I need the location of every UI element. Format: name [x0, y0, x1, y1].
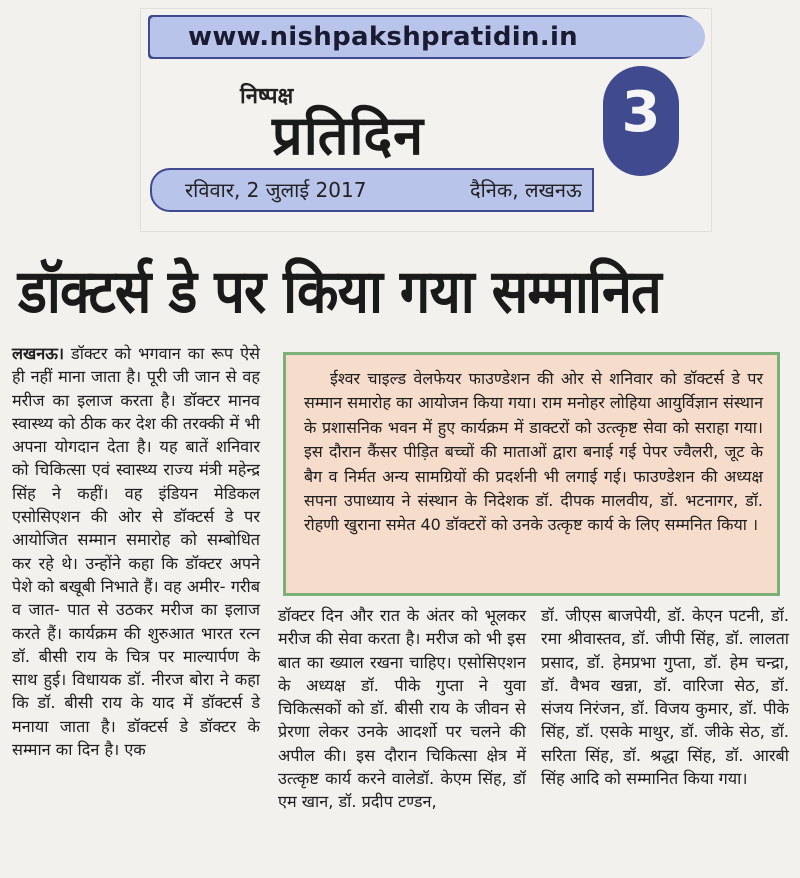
article-headline: डॉक्टर्स डे पर किया गया सम्मानित	[18, 257, 661, 327]
page-number: 3	[621, 80, 661, 145]
article-column-1	[12, 342, 260, 761]
masthead-url: www.nishpakshpratidin.in	[188, 22, 578, 52]
masthead-name-big: प्रतिदिन	[272, 104, 425, 167]
masthead-date: रविवार, 2 जुलाई 2017	[185, 178, 367, 202]
article-column-1-text: डॉक्टर को भगवान का रूप ऐसे ही नहीं माना जाता है। पूरी जी जान से वह मरीज का इलाज करता है। डॉक्टर मानव स्वास्थ्य को ठीक कर देश की तरक्की में भी अपना योगदान देता है। यह बातें शनिवार को चिकित्सा एवं स्वास्थ्य राज्य मंत्री महेन्द्र सिंह ने कहीं। वह इंडियन मेडिकल एसोसिएशन की ओर से डॉक्टर्स डे पर आयोजित सम्मान समारोह को सम्बोधित कर रहे थे। उन्होंने कहा कि डॉक्टर अपने पेशे को बखूबी निभाते हैं। वह अमीर- गरीब व जात- पात से उठकर मरीज का इलाज करते हैं। कार्यक्रम की शुरुआत भारत रत्न डॉ. बीसी राय के चित्र पर माल्यार्पण के साथ हुई। विधायक डॉ. नीरज बोरा ने कहा कि डॉ. बीसी राय के याद में डॉक्टर्स डे मनाया जाता है। डॉक्टर्स डे डॉक्टर के सम्मान का दिन है। एक	[12, 344, 260, 760]
highlight-box-text: ईश्वर चाइल्ड वेलफेयर फाउण्डेशन की ओर से शनिवार को डॉक्टर्स डे पर सम्मान समारोह का आयोजन किया गया। राम मनोहर लोहिया आयुर्विज्ञान संस्थान के प्रशासनिक भवन में हुए कार्यक्रम में डाक्टरों को उत्‍त्कृष्ट सेवा को सराहा गया। इस दौरान कैंसर पीड़ित बच्चों की माताओं द्वारा बनाई गई पेपर ज्वैलरी, जूट के बैग व निर्मत अन्य सामग्रियों की प्रदर्शनी भी लगाई गई। फाउण्डेशन की अध्यक्ष सपना उपाध्याय ने संस्थान के निदेशक डॉ. दीपक मालवीय, डॉ. भटनागर, डॉ. रोहणी खुराना समेत 40 डॉक्टरों को उनके उत्कृष्ट कार्य के लिए सम्मनित किया ।	[304, 369, 763, 535]
article-column-3: डॉ. जीएस बाजपेयी, डॉ. केएन पटनी, डॉ. रमा श्रीवास्तव, डॉ. जीपी सिंह, डॉ. लालता प्रसाद, डॉ. हेमप्रभा गुप्ता, डॉ. हेम चन्द्रा, डॉ. वैभव खन्ना, डॉ. वारिजा सेठ, डॉ. संजय निरंजन, डॉ. विजय कुमार, डॉ. पीके सिंह, डॉ. एसके माथुर, डॉ. जीके सेठ, डॉ. सरिता सिंह, डॉ. श्रद्धा सिंह, डॉ. आरबी सिंह आदि को सम्मानित किया गया।	[541, 606, 789, 789]
article-dateline: लखनऊ।	[12, 344, 65, 363]
masthead-name-small: निष्पक्ष	[240, 84, 294, 109]
masthead-edition: दैनिक, लखनऊ	[470, 178, 582, 202]
highlight-box	[283, 352, 780, 596]
article-column-2: डॉक्टर दिन और रात के अंतर को भूलकर मरीज की सेवा करता है। मरीज को भी इस बात का ख्याल रखना चाहिए। एसोसिएशन के अध्यक्ष डॉ. पीके गुप्ता ने युवा चिकित्सकों को डॉ. बीसी राय के जीवन से प्रेरणा लेकर उनके आदर्शो पर चलने की अपील की। इस दौरान चिकित्सा क्षेत्र में उत्‍त्कृष्ट कार्य करने वालेडॉ. केएम सिंह, डॉ एम खान, डॉ. प्रदीप टण्डन,	[278, 606, 526, 812]
